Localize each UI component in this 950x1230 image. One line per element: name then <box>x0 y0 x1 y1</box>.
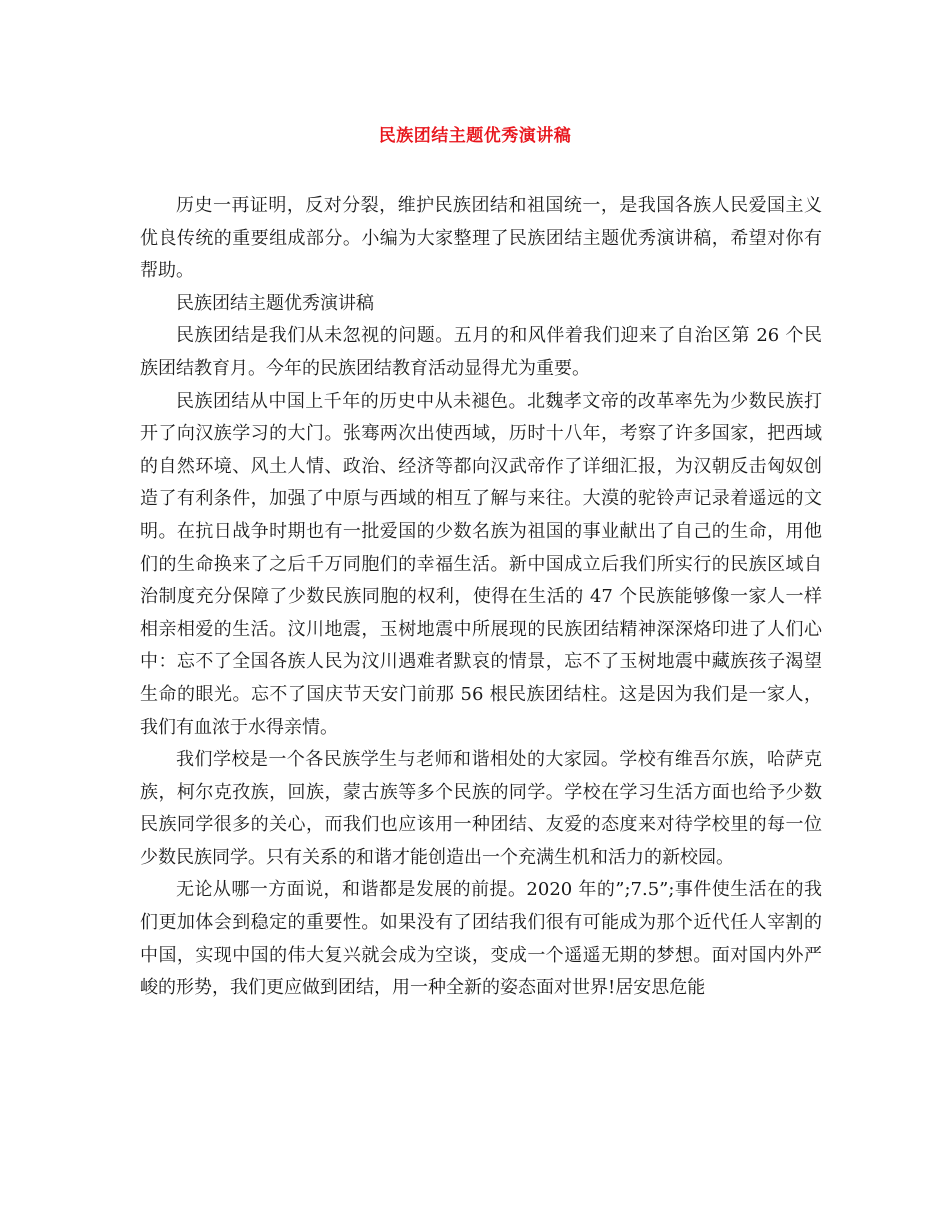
paragraph-history: 民族团结从中国上千年的历史中从未褪色。北魏孝文帝的改革率先为少数民族打开了向汉族学习的大门。张骞两次出使西域，历时十八年，考察了许多国家，把西域的自然环境、风土人情、政治、经济等都向汉武帝作了详细汇报，为汉朝反击匈奴创造了有利条件，加强了中原与西域的相互了解与来往。大漠的驼铃声记录着遥远的文明。在抗日战争时期也有一批爱国的少数名族为祖国的事业献出了自己的生命，用他们的生命换来了之后千万同胞们的幸福生活。新中国成立后我们所实行的民族区域自治制度充分保障了少数民族同胞的权利，使得在生活的 47 个民族能够像一家人一样相亲相爱的生活。汶川地震，玉树地震中所展现的民族团结精神深深烙印进了人们心中：忘不了全国各族人民为汶川遇难者默哀的情景，忘不了玉树地震中藏族孩子渴望生命的眼光。忘不了国庆节天安门前那 56 根民族团结柱。这是因为我们是一家人，我们有血浓于水得亲情。 <box>140 390 822 738</box>
document-body <box>140 190 822 1005</box>
paragraph-subtitle: 民族团结主题优秀演讲稿 <box>176 292 374 314</box>
paragraph-intro: 历史一再证明，反对分裂，维护民族团结和祖国统一，是我国各族人民爱国主义优良传统的重要组成部分。小编为大家整理了民族团结主题优秀演讲稿，希望对你有帮助。 <box>140 195 822 282</box>
paragraph-education-month: 民族团结是我们从未忽视的问题。五月的和风伴着我们迎来了自治区第 26 个民族团结教育月。今年的民族团结教育活动显得尤为重要。 <box>140 325 822 379</box>
paragraph-harmony: 无论从哪一方面说，和谐都是发展的前提。2020 年的”;7.5”;事件使生活在的我们更加体会到稳定的重要性。如果没有了团结我们很有可能成为那个近代任人宰割的中国，实现中国的伟大复兴就会成为空谈，变成一个遥遥无期的梦想。面对国内外严峻的形势，我们更应做到团结，用一种全新的姿态面对世界!居安思危能 <box>140 879 822 999</box>
document-title: 民族团结主题优秀演讲稿 <box>378 126 572 146</box>
paragraph-school: 我们学校是一个各民族学生与老师和谐相处的大家园。学校有维吾尔族，哈萨克族，柯尔克孜族，回族，蒙古族等多个民族的同学。学校在学习生活方面也给予少数民族同学很多的关心，而我们也应该用一种团结、友爱的态度来对待学校里的每一位少数民族同学。只有关系的和谐才能创造出一个充满生机和活力的新校园。 <box>140 749 822 868</box>
